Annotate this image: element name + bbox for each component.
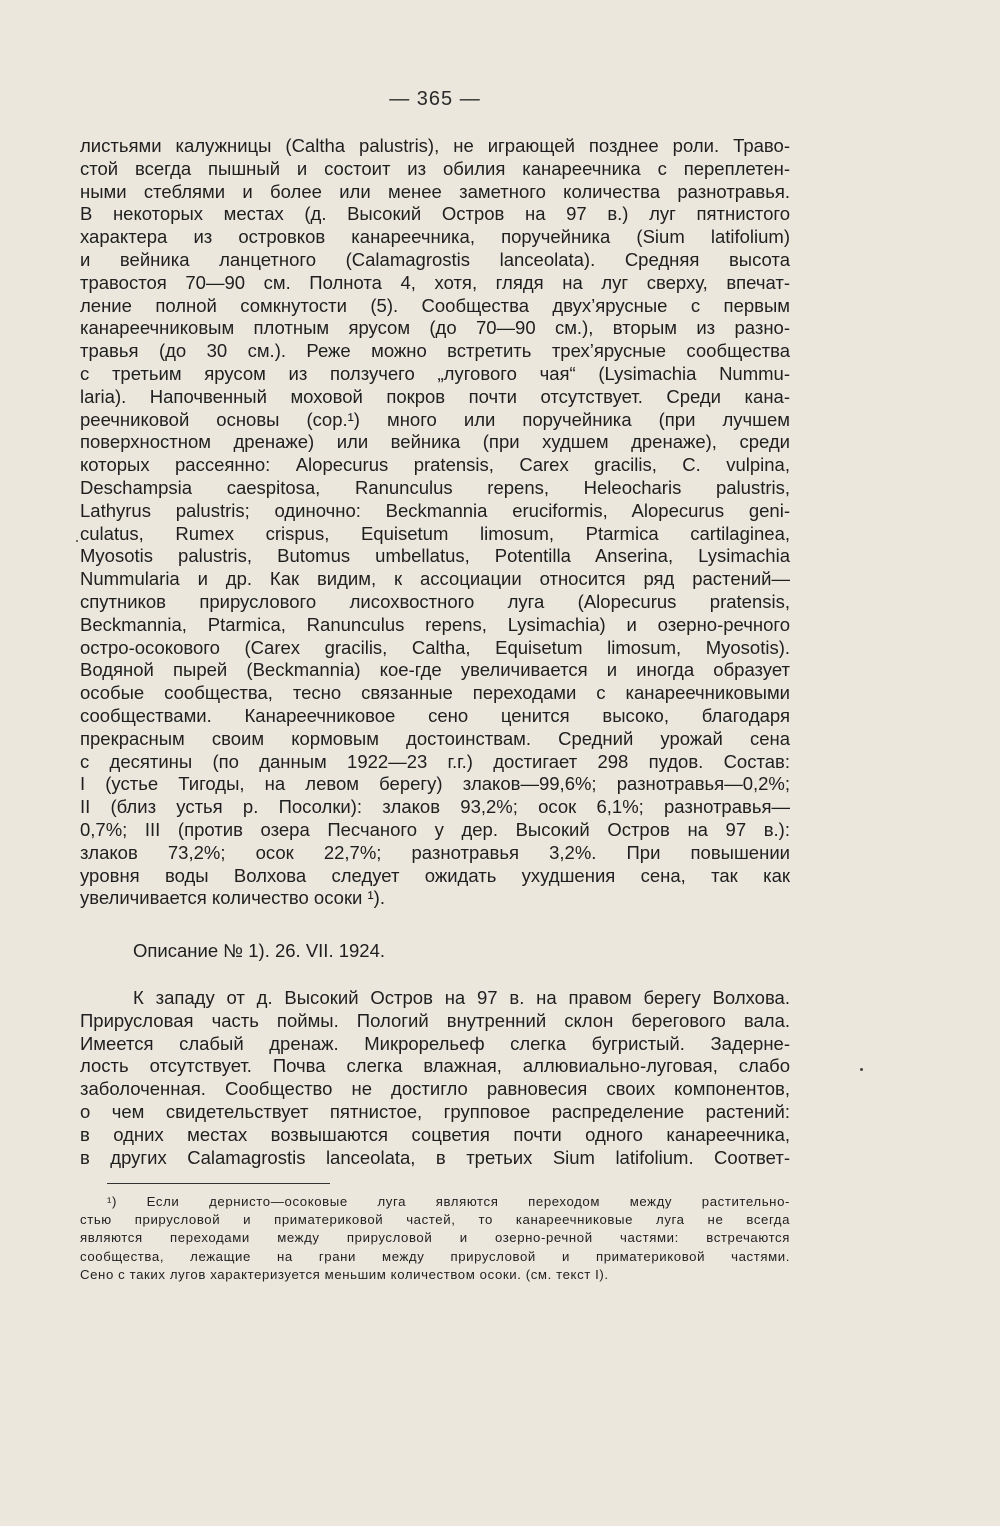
footnote [80, 1193, 790, 1284]
footnote-line: ¹) Если дернисто—осоковые луга являются переходом между растительно- [107, 1194, 790, 1209]
text-line: Водяной пырей (Beckmannia) кое-где увеличивается и иногда образует [80, 659, 790, 681]
footnote-line: сообщества, лежащие на грани между прирусловой и приматериковой частями. [80, 1248, 790, 1264]
text-line: сообществами. Канареечниковое сено ценится высоко, благодаря [80, 704, 790, 726]
text-line: лость отсутствует. Почва слегка влажная, аллювиально-луговая, слабо [80, 1055, 790, 1077]
text-line: в одних местах возвышаются соцветия почти одного канареечника, [80, 1123, 790, 1145]
text-line: culatus, Rumex crispus, Equisetum limosum, Ptarmica cartilaginea, [80, 522, 790, 544]
text-line: остро-осокового (Carex gracilis, Caltha, Equisetum limosum, Myosotis). [80, 636, 790, 658]
description-heading: Описание № 1). 26. VII. 1924. [133, 940, 386, 961]
text-line: В некоторых местах (д. Высокий Остров на 97 в.) луг пятнистого [80, 203, 790, 225]
text-line: Nummularia и др. Как видим, к ассоциации относится ряд растений— [80, 568, 790, 590]
text-line: заболоченная. Сообщество не достигло равновесия своих компонентов, [80, 1078, 790, 1100]
footnote-line: являются переходами между прирусловой и озерно-речной частями: встречаются [80, 1230, 790, 1246]
main-paragraph [80, 135, 790, 910]
text-line: Beckmannia, Ptarmica, Ranunculus repens, Lysimachia) и озерно-речного [80, 613, 790, 635]
page-number: — 365 — [389, 88, 481, 110]
text-line: и вейника ланцетного (Calamagrostis lanceolata). Средняя высота [80, 248, 790, 270]
text-line: травостоя 70—90 см. Полнота 4, хотя, глядя на луг сверху, впечат- [80, 271, 790, 293]
text-line: уровня воды Волхова следует ожидать ухудшения сена, так как [80, 864, 790, 886]
paper-speck [860, 1068, 863, 1071]
text-line: I (устье Тигоды, на левом берегу) злаков—99,6%; разнотравья—0,2%; [80, 773, 790, 795]
text-line: увеличивается количество осоки ¹). [80, 887, 385, 909]
footnote-divider [107, 1183, 330, 1184]
text-line: II (близ устья р. Посолки): злаков 93,2%; осок 6,1%; разнотравья— [80, 796, 790, 818]
text-line: с десятины (по данным 1922—23 г.г.) достигает 298 пудов. Состав: [80, 750, 790, 772]
paper-speck [76, 540, 78, 542]
text-line: 0,7%; III (против озера Песчаного у дер. Высокий Остров на 97 в.): [80, 818, 790, 840]
description-paragraph [80, 987, 790, 1169]
text-line: ление полной сомкнутости (5). Сообщества двух’ярусные с первым [80, 294, 790, 316]
text-line: которых рассеянно: Alopecurus pratensis, Carex gracilis, C. vulpina, [80, 454, 790, 476]
text-line: характера из островков канареечника, поручейника (Sium latifolium) [80, 226, 790, 248]
text-line: листьями калужницы (Caltha palustris), не играющей позднее роли. Траво- [80, 135, 790, 156]
text-line: злаков 73,2%; осок 22,7%; разнотравья 3,2%. При повышении [80, 841, 790, 863]
text-line: Deschampsia caespitosa, Ranunculus repens, Heleocharis palustris, [80, 476, 790, 498]
text-line: Прирусловая часть поймы. Пологий внутренний склон берегового вала. [80, 1009, 790, 1031]
text-line: спутников прируслового лисохвостного луга (Alopecurus pratensis, [80, 590, 790, 612]
text-line: канареечниковым плотным ярусом (до 70—90 см.), вторым из разно- [80, 317, 790, 339]
text-line: Lathyrus palustris; одиночно: Beckmannia eruciformis, Alopecurus geni- [80, 499, 790, 521]
text-line: Имеется слабый дренаж. Микрорельеф слегка бугристый. Задерне- [80, 1032, 790, 1054]
text-line: особые сообщества, тесно связанные переходами с канареечниковыми [80, 682, 790, 704]
text-line: реечниковой основы (cop.¹) много или поручейника (при лучшем [80, 408, 790, 430]
text-line: о чем свидетельствует пятнистое, групповое распределение растений: [80, 1100, 790, 1122]
text-line: laria). Напочвенный моховой покров почти отсутствует. Среди кана- [80, 385, 790, 407]
text-line: Myosotis palustris, Butomus umbellatus, Potentilla Anserina, Lysimachia [80, 545, 790, 567]
text-line: прекрасным своим кормовым достоинствам. Средний урожай сена [80, 727, 790, 749]
text-line: стой всегда пышный и состоит из обилия канареечника с переплетен- [80, 157, 790, 179]
footnote-line: Сено с таких лугов характеризуется меньшим количеством осоки. (см. текст I). [80, 1266, 609, 1282]
text-line: К западу от д. Высокий Остров на 97 в. на правом берегу Волхова. [133, 987, 790, 1008]
text-line: поверхностном дренаже) или вейника (при худшем дренаже), среди [80, 431, 790, 453]
text-line: ными стеблями и более или менее заметного количества разнотравья. [80, 180, 790, 202]
text-line: в других Calamagrostis lanceolata, в третьих Sium latifolium. Соответ- [80, 1146, 790, 1168]
text-line: травья (до 30 см.). Реже можно встретить трех’ярусные сообщества [80, 340, 790, 362]
footnote-line: стью прирусловой и приматериковой частей, то канареечниковые луга не всегда [80, 1212, 790, 1228]
text-line: с третьим ярусом из ползучего „лугового чая“ (Lysimachia Nummu- [80, 362, 790, 384]
